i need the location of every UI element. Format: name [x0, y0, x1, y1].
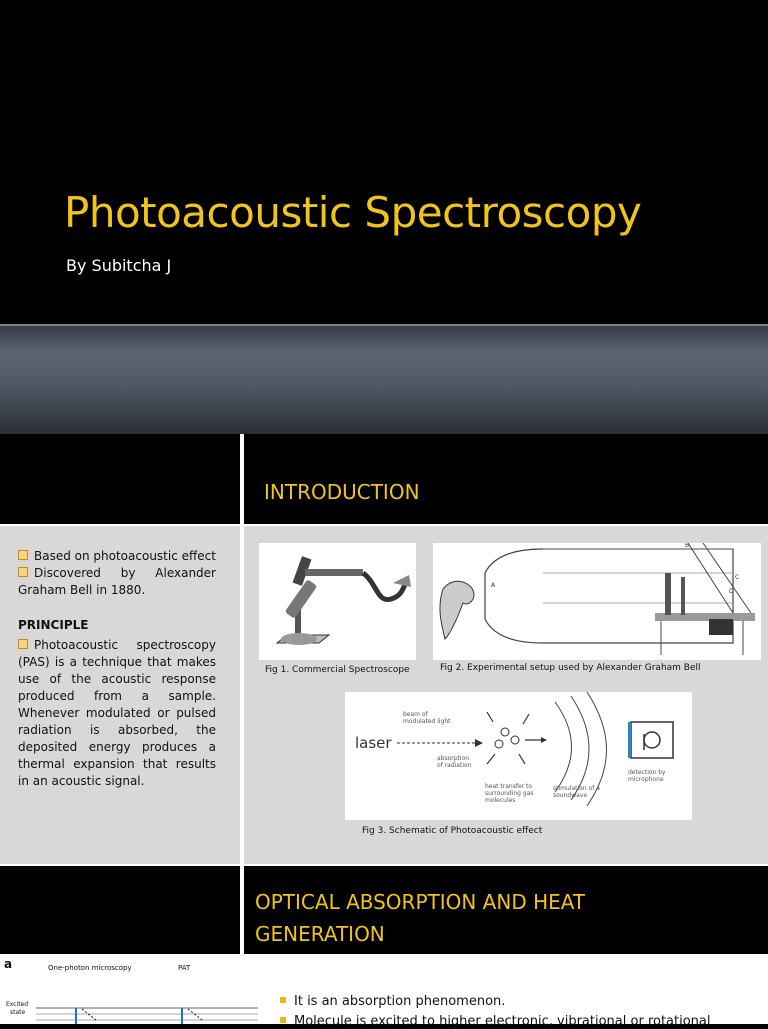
- svg-text:beam ofmodulated light: beam of modulated light: [403, 711, 451, 725]
- principle-label: PRINCIPLE: [18, 618, 89, 632]
- fig3-caption: Fig 3. Schematic of Photoacoustic effect: [362, 826, 543, 836]
- fig2-label-b: B: [685, 543, 690, 549]
- bullet-item: [18, 548, 218, 565]
- principle-text: Photoacoustic spectroscopy (PAS) is a technique that makes use of the acoustic response produced from a sample. Whenever modulated or pulsed radiation is absorbed, the deposited energy produces a thermal expansion that results in an acoustic signal.: [18, 638, 216, 788]
- optical-absorption-heading: OPTICAL ABSORPTION AND HEAT GENERATION: [255, 890, 586, 946]
- slide2-header-right: [244, 434, 768, 524]
- bullet-text: It is an absorption phenomenon.: [294, 994, 506, 1009]
- fig1-image: [259, 543, 416, 660]
- bullet-item: [18, 565, 216, 599]
- fig2-image: [433, 543, 761, 660]
- bullet-item: [280, 994, 505, 1009]
- introduction-heading: INTRODUCTION: [264, 480, 420, 504]
- title-slide: [0, 0, 768, 324]
- svg-text:stimulation of asoundwave: stimulation of a soundwave: [553, 785, 600, 799]
- bullet-text: Discovered by Alexander Graham Bell in 1880.: [18, 566, 216, 597]
- bullet-item: [280, 1014, 711, 1029]
- slide-title: Photoacoustic Spectroscopy: [64, 188, 642, 237]
- bell-setup-image: [433, 543, 761, 660]
- photoacoustic-schematic: [345, 692, 692, 820]
- slide-subtitle: By Subitcha J: [66, 256, 172, 275]
- svg-text:Excitedstate: Excited state: [6, 1001, 29, 1016]
- bullet-text: Molecule is excited to higher electronic, vibrational or rotational: [294, 1014, 711, 1029]
- principle-bullet: [18, 637, 216, 790]
- spectroscope-image: [259, 543, 416, 660]
- fig3-image: [345, 692, 692, 820]
- slide3-header-left: [0, 866, 240, 954]
- svg-text:absorptionof radiation: absorption of radiation: [437, 755, 472, 769]
- panel-letter: a: [4, 957, 13, 971]
- fig2-label-a: A: [491, 582, 496, 589]
- svg-text:detection bymicrophone: detection by microphone: [628, 769, 666, 783]
- fig1-caption: Fig 1. Commercial Spectroscope: [265, 665, 410, 675]
- divider: [0, 524, 768, 526]
- panel-title-2: PAT: [178, 964, 191, 972]
- fig2-caption: Fig 2. Experimental setup used by Alexander Graham Bell: [440, 663, 701, 673]
- slide2-header-left: [0, 434, 240, 524]
- energy-diagram: [0, 954, 260, 1024]
- panel-title-1: One-photon microscopy: [48, 964, 132, 972]
- slide3-body: [0, 954, 768, 1029]
- laser-label: laser: [355, 734, 392, 752]
- fig2-label-d: D: [729, 588, 734, 595]
- gradient-band: [0, 324, 768, 434]
- bullet-text: Based on photoacoustic effect: [34, 549, 216, 563]
- svg-text:heat transfer tosurrounding ga: heat transfer to surrounding gas molecules: [485, 783, 534, 804]
- fig2-label-c: C: [735, 574, 740, 581]
